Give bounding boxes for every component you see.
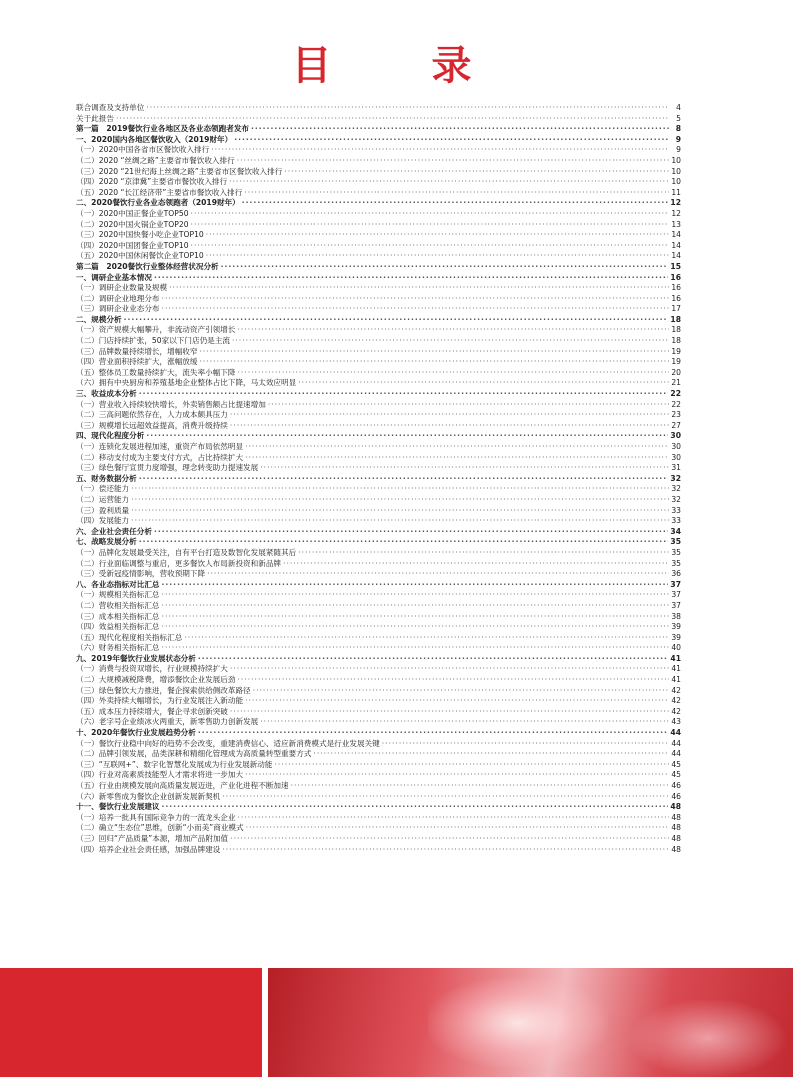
toc-page-number: 42 bbox=[671, 685, 681, 695]
toc-page-number: 36 bbox=[671, 569, 681, 579]
toc-entry[interactable] bbox=[76, 590, 681, 601]
toc-entry[interactable] bbox=[76, 760, 681, 771]
toc-leader-dots bbox=[222, 845, 669, 856]
toc-leader-dots bbox=[162, 580, 669, 591]
toc-leader-dots bbox=[291, 781, 669, 792]
toc-entry-title: 联合调查及支持单位 bbox=[76, 103, 145, 112]
toc-page-number: 48 bbox=[671, 812, 681, 822]
toc-entry[interactable] bbox=[76, 177, 681, 188]
toc-page-number: 22 bbox=[670, 389, 681, 399]
toc-entry-title: 八、各业态指标对比汇总 bbox=[76, 579, 160, 589]
toc-entry[interactable] bbox=[76, 378, 681, 389]
toc-leader-dots bbox=[245, 770, 669, 781]
toc-entry[interactable] bbox=[76, 283, 681, 294]
toc-leader-dots bbox=[139, 537, 669, 548]
toc-entry[interactable] bbox=[76, 580, 681, 591]
toc-leader-dots bbox=[230, 707, 669, 718]
toc-entry[interactable] bbox=[76, 601, 681, 612]
toc-entry[interactable] bbox=[76, 516, 681, 527]
toc-leader-dots bbox=[206, 230, 669, 241]
toc-entry[interactable] bbox=[76, 484, 681, 495]
toc-entry[interactable] bbox=[76, 389, 681, 400]
toc-page-number: 46 bbox=[671, 781, 681, 790]
toc-entry-title: 一、2020国内各地区餐饮收入（2019财年） bbox=[76, 134, 233, 144]
toc-entry[interactable] bbox=[76, 135, 681, 146]
toc-page-number: 37 bbox=[671, 600, 681, 610]
toc-entry[interactable] bbox=[76, 421, 681, 432]
footer-red-block bbox=[0, 968, 262, 1077]
toc-leader-dots bbox=[242, 198, 669, 209]
toc-page-number: 19 bbox=[671, 346, 681, 356]
toc-page-number: 16 bbox=[671, 293, 681, 303]
toc-leader-dots bbox=[200, 357, 670, 368]
toc-page-number: 23 bbox=[671, 410, 681, 420]
toc-entry-title: （一）调研企业数量及规模 bbox=[76, 283, 168, 293]
toc-leader-dots bbox=[237, 813, 669, 824]
toc-page-number: 32 bbox=[670, 473, 681, 483]
toc-entry[interactable] bbox=[76, 209, 681, 220]
toc-leader-dots bbox=[162, 802, 669, 813]
toc-page-number: 41 bbox=[670, 653, 681, 663]
toc-page-number: 37 bbox=[671, 590, 681, 600]
toc-entry[interactable] bbox=[76, 707, 681, 718]
toc-page-number: 4 bbox=[676, 103, 681, 112]
toc-entry[interactable] bbox=[76, 643, 681, 654]
toc-entry-title: （四）效益相关指标汇总 bbox=[76, 622, 160, 632]
toc-entry-title: （四）培养企业社会责任感，加强品牌建设 bbox=[76, 844, 221, 854]
toc-leader-dots bbox=[191, 209, 669, 220]
toc-leader-dots bbox=[116, 114, 669, 125]
toc-entry-title: （四）发展能力 bbox=[76, 516, 130, 526]
toc-leader-dots bbox=[131, 516, 669, 527]
toc-entry-title: 第一篇 2019餐饮行业各地区及各业态领跑者发布 bbox=[76, 124, 250, 134]
toc-leader-dots bbox=[221, 262, 669, 273]
toc-entry[interactable] bbox=[76, 559, 681, 570]
toc-entry-title: （一）品牌化发展最受关注，自有平台打造及数智化发展紧随其后 bbox=[76, 547, 297, 557]
toc-leader-dots bbox=[382, 739, 669, 750]
toc-page-number: 35 bbox=[671, 547, 681, 557]
toc-leader-dots bbox=[283, 559, 669, 570]
toc-entry-title: （三）2020 “21世纪海上丝绸之路”主要省市区餐饮收入排行 bbox=[76, 166, 283, 176]
toc-page-number: 48 bbox=[670, 802, 681, 812]
toc-page-number: 15 bbox=[670, 261, 681, 271]
toc-entry[interactable] bbox=[76, 654, 681, 665]
toc-entry-title: （一）资产规模大幅攀升，非流动资产引领增长 bbox=[76, 325, 236, 335]
toc-leader-dots bbox=[198, 728, 669, 739]
toc-entry-title: （二）调研企业地理分布 bbox=[76, 293, 160, 303]
toc-entry-title: 三、收益成本分析 bbox=[76, 389, 137, 399]
toc-entry-title: 六、企业社会责任分析 bbox=[76, 526, 152, 536]
toc-entry-title: （二）门店持续扩张，50家以下门店仍是主流 bbox=[76, 336, 230, 346]
toc-leader-dots bbox=[124, 315, 669, 326]
toc-entry-title: （四）2020中国团餐企业TOP10 bbox=[76, 240, 189, 250]
toc-entry[interactable] bbox=[76, 156, 681, 167]
toc-leader-dots bbox=[154, 273, 668, 284]
toc-page-number: 14 bbox=[671, 240, 681, 250]
toc-leader-dots bbox=[253, 686, 669, 697]
toc-entry[interactable] bbox=[76, 347, 681, 358]
toc-entry-title: （二）品牌引领发展，品类深耕和精细化管理成为高质量转型重要方式 bbox=[76, 749, 312, 759]
toc-page-number: 9 bbox=[675, 134, 681, 144]
toc-page-number: 44 bbox=[671, 738, 681, 748]
toc-page-number: 48 bbox=[671, 833, 681, 843]
toc-entry-title: （五）成本压力持续增大，餐企寻求创新突破 bbox=[76, 706, 228, 716]
toc-entry-title: 四、现代化程度分析 bbox=[76, 431, 145, 441]
toc-page-number: 48 bbox=[671, 844, 681, 854]
toc-entry-title: （一）消费与投资双增长，行业规模持续扩大 bbox=[76, 664, 228, 674]
toc-page-number: 33 bbox=[671, 505, 681, 515]
toc-page-number: 32 bbox=[671, 484, 681, 494]
toc-entry[interactable] bbox=[76, 506, 681, 517]
toc-entry-title: （六）拥有中央厨房和养殖基地企业整体占比下降，马太效应明显 bbox=[76, 378, 297, 388]
decorative-footer-banner bbox=[0, 968, 793, 1077]
toc-leader-dots bbox=[260, 717, 669, 728]
toc-entry-title: 二、2020餐饮行业各业态领跑者（2019财年） bbox=[76, 198, 240, 208]
toc-page-number: 39 bbox=[671, 632, 681, 642]
toc-leader-dots bbox=[260, 463, 669, 474]
toc-page-number: 12 bbox=[671, 208, 681, 218]
toc-page-number: 45 bbox=[671, 759, 681, 769]
toc-entry[interactable] bbox=[76, 845, 681, 856]
toc-leader-dots bbox=[229, 177, 669, 188]
toc-leader-dots bbox=[191, 241, 669, 252]
toc-entry-title: （一）2020中国各省市区餐饮收入排行 bbox=[76, 145, 210, 155]
toc-entry[interactable] bbox=[76, 612, 681, 623]
toc-page-number: 19 bbox=[671, 357, 681, 367]
toc-page-number: 20 bbox=[671, 367, 681, 377]
toc-leader-dots bbox=[244, 188, 669, 199]
toc-leader-dots bbox=[169, 283, 669, 294]
toc-entry[interactable] bbox=[76, 431, 681, 442]
toc-leader-dots bbox=[298, 548, 669, 559]
toc-leader-dots bbox=[146, 431, 668, 442]
toc-leader-dots bbox=[237, 675, 669, 686]
toc-entry[interactable] bbox=[76, 167, 681, 178]
toc-entry-title: （三）回归“产品质量”本源，增加产品附加值 bbox=[76, 833, 229, 843]
toc-leader-dots bbox=[234, 135, 669, 146]
toc-entry[interactable] bbox=[76, 368, 681, 379]
page-title: 目 录 bbox=[291, 43, 502, 89]
toc-entry[interactable] bbox=[76, 410, 681, 421]
toc-entry-title: （五）2020中国休闲餐饮企业TOP10 bbox=[76, 251, 204, 261]
toc-leader-dots bbox=[207, 569, 669, 580]
toc-entry[interactable] bbox=[76, 749, 681, 760]
toc-leader-dots bbox=[162, 601, 669, 612]
toc-page-number: 17 bbox=[671, 304, 681, 314]
toc-page-number: 18 bbox=[671, 325, 681, 335]
toc-leader-dots bbox=[298, 378, 669, 389]
toc-leader-dots bbox=[191, 220, 669, 231]
toc-entry-title: （二）确立“生态位”思维，创新“小而美”商业模式 bbox=[76, 823, 244, 833]
toc-entry[interactable] bbox=[76, 103, 681, 114]
toc-entry-title: （一）规模相关指标汇总 bbox=[76, 590, 160, 600]
toc-leader-dots bbox=[162, 590, 669, 601]
toc-entry[interactable] bbox=[76, 823, 681, 834]
footer-photo-image bbox=[268, 968, 793, 1077]
toc-leader-dots bbox=[230, 834, 669, 845]
toc-page-number: 22 bbox=[671, 399, 681, 409]
toc-leader-dots bbox=[237, 156, 669, 167]
toc-leader-dots bbox=[139, 389, 669, 400]
toc-entry-title: （二）行业面临调整与重启，更多餐饮人布局新投资和新品牌 bbox=[76, 558, 282, 568]
toc-page-number: 39 bbox=[671, 622, 681, 632]
toc-page-number: 5 bbox=[676, 113, 681, 123]
toc-page-number: 18 bbox=[670, 314, 681, 324]
toc-entry[interactable] bbox=[76, 537, 681, 548]
toc-entry-title: 七、战略发展分析 bbox=[76, 537, 137, 547]
toc-entry-title: 关于此报告 bbox=[76, 113, 114, 123]
toc-page-number: 46 bbox=[671, 791, 681, 801]
toc-leader-dots bbox=[237, 325, 669, 336]
toc-entry-title: （六）新零售成为餐饮企业创新发展新契机 bbox=[76, 791, 221, 801]
toc-entry-title: （五）2020 “长江经济带”主要省市餐饮收入排行 bbox=[76, 187, 243, 197]
toc-entry-title: （二）运营能力 bbox=[76, 494, 130, 504]
toc-page-number: 9 bbox=[676, 145, 681, 155]
toc-page-number: 33 bbox=[671, 516, 681, 526]
toc-page-number: 14 bbox=[671, 251, 681, 261]
toc-page-number: 42 bbox=[671, 696, 681, 706]
toc-entry-title: 二、规模分析 bbox=[76, 314, 122, 324]
toc-entry[interactable] bbox=[76, 696, 681, 707]
toc-leader-dots bbox=[200, 347, 670, 358]
toc-page-number: 48 bbox=[671, 823, 681, 833]
toc-leader-dots bbox=[230, 421, 669, 432]
toc-entry-title: （六）财务相关指标汇总 bbox=[76, 643, 160, 653]
toc-entry[interactable] bbox=[76, 220, 681, 231]
toc-leader-dots bbox=[211, 145, 669, 156]
toc-leader-dots bbox=[246, 823, 669, 834]
toc-page-number: 40 bbox=[671, 643, 681, 653]
toc-entry[interactable] bbox=[76, 145, 681, 156]
toc-leader-dots bbox=[230, 410, 669, 421]
toc-leader-dots bbox=[222, 792, 669, 803]
toc-page-number: 41 bbox=[671, 675, 681, 685]
toc-leader-dots bbox=[251, 124, 669, 135]
toc-entry-title: （四）行业对高素质技能型人才需求将进一步加大 bbox=[76, 770, 244, 780]
toc-entry-title: （一）2020中国正餐企业TOP50 bbox=[76, 208, 189, 218]
toc-entry[interactable] bbox=[76, 188, 681, 199]
toc-page-number: 13 bbox=[671, 219, 681, 229]
toc-entry-title: （三）盈利质量 bbox=[76, 505, 130, 515]
toc-page-number: 10 bbox=[671, 166, 681, 176]
toc-leader-dots bbox=[131, 506, 669, 517]
toc-entry[interactable] bbox=[76, 739, 681, 750]
toc-entry[interactable] bbox=[76, 474, 681, 485]
toc-entry[interactable] bbox=[76, 548, 681, 559]
toc-entry-title: （四）外卖持续大幅增长，为行业发展注入新动能 bbox=[76, 696, 244, 706]
toc-page-number: 35 bbox=[670, 537, 681, 547]
toc-entry-title: 九、2019年餐饮行业发展状态分析 bbox=[76, 653, 196, 663]
toc-entry[interactable] bbox=[76, 527, 681, 538]
toc-entry-title: （五）行业由规模发展向高质量发展迈进，产业化进程不断加速 bbox=[76, 781, 289, 790]
toc-entry-title: 五、财务数据分析 bbox=[76, 473, 137, 483]
toc-page-number: 38 bbox=[671, 611, 681, 621]
toc-page-number: 12 bbox=[670, 198, 681, 208]
toc-entry[interactable] bbox=[76, 315, 681, 326]
toc-entry[interactable] bbox=[76, 495, 681, 506]
toc-entry[interactable] bbox=[76, 198, 681, 209]
toc-entry[interactable] bbox=[76, 569, 681, 580]
toc-entry[interactable] bbox=[76, 357, 681, 368]
toc-entry-title: （三）规模增长远超效益提高，消费升级持续 bbox=[76, 420, 228, 430]
toc-page-number: 10 bbox=[671, 177, 681, 187]
toc-entry[interactable] bbox=[76, 792, 681, 803]
toc-leader-dots bbox=[230, 664, 669, 675]
toc-entry-title: （三）受新冠疫情影响，营收预期下降 bbox=[76, 569, 206, 579]
toc-entry-title: （五）整体员工数量持续扩大，流失率小幅下降 bbox=[76, 367, 236, 377]
toc-entry-title: （三）“互联网+”、数字化智慧化发展成为行业发展新动能 bbox=[76, 759, 273, 769]
toc-entry[interactable] bbox=[76, 304, 681, 315]
toc-leader-dots bbox=[245, 442, 669, 453]
toc-leader-dots bbox=[274, 760, 669, 771]
toc-page-number: 8 bbox=[675, 124, 681, 134]
toc-entry[interactable] bbox=[76, 770, 681, 781]
toc-entry-title: （二）2020 “丝绸之路”主要省市餐饮收入排行 bbox=[76, 155, 235, 165]
toc-entry-title: （二）大规模减税降费，增添餐饮企业发展后劲 bbox=[76, 675, 236, 685]
toc-page-number: 30 bbox=[671, 452, 681, 462]
toc-leader-dots bbox=[245, 453, 669, 464]
toc-page-number: 32 bbox=[671, 494, 681, 504]
toc-entry-title: （一）偿还能力 bbox=[76, 484, 130, 494]
toc-entry-title: 一、调研企业基本情况 bbox=[76, 272, 152, 282]
toc-page-number: 41 bbox=[671, 664, 681, 674]
toc-page-number: 16 bbox=[670, 272, 681, 282]
toc-entry[interactable] bbox=[76, 251, 681, 262]
toc-entry[interactable] bbox=[76, 622, 681, 633]
toc-entry-title: （一）培养一批具有国际竞争力的一流龙头企业 bbox=[76, 812, 236, 822]
toc-entry[interactable] bbox=[76, 442, 681, 453]
toc-leader-dots bbox=[206, 251, 669, 262]
toc-entry[interactable] bbox=[76, 813, 681, 824]
toc-entry[interactable] bbox=[76, 463, 681, 474]
toc-leader-dots bbox=[184, 633, 669, 644]
toc-page-number: 35 bbox=[671, 558, 681, 568]
toc-leader-dots bbox=[162, 612, 669, 623]
toc-entry-title: （四）2020 “京津冀”主要省市餐饮收入排行 bbox=[76, 177, 228, 187]
toc-entry-title: （二）2020中国火锅企业TOP20 bbox=[76, 219, 189, 229]
toc-entry-title: 十一、餐饮行业发展建议 bbox=[76, 802, 160, 812]
toc-entry[interactable] bbox=[76, 686, 681, 697]
toc-page-number: 21 bbox=[671, 378, 681, 388]
toc-leader-dots bbox=[162, 294, 669, 305]
toc-page-number: 37 bbox=[670, 579, 681, 589]
table-of-contents bbox=[76, 103, 681, 855]
toc-entry[interactable] bbox=[76, 675, 681, 686]
toc-entry-title: （六）老字号企业绩冰火两重天，新零售助力创新发展 bbox=[76, 717, 259, 727]
toc-entry[interactable] bbox=[76, 273, 681, 284]
toc-leader-dots bbox=[162, 304, 669, 315]
toc-leader-dots bbox=[268, 400, 669, 411]
toc-entry-title: （三）品牌数量持续增长，增幅收窄 bbox=[76, 346, 198, 356]
toc-entry[interactable] bbox=[76, 230, 681, 241]
toc-leader-dots bbox=[237, 368, 669, 379]
toc-leader-dots bbox=[198, 654, 669, 665]
toc-entry[interactable] bbox=[76, 802, 681, 813]
toc-page-number: 27 bbox=[671, 420, 681, 430]
toc-page-number: 44 bbox=[671, 749, 681, 759]
toc-page-number: 34 bbox=[670, 526, 681, 536]
toc-entry-title: （五）现代化程度相关指标汇总 bbox=[76, 632, 183, 642]
toc-entry-title: （二）三高问题依然存在，人力成本颇具压力 bbox=[76, 410, 228, 420]
toc-leader-dots bbox=[139, 474, 669, 485]
toc-page-number: 14 bbox=[671, 230, 681, 240]
toc-leader-dots bbox=[162, 643, 669, 654]
toc-entry-title: （三）调研企业业态分布 bbox=[76, 304, 160, 314]
toc-entry[interactable] bbox=[76, 114, 681, 125]
toc-page-number: 30 bbox=[670, 431, 681, 441]
toc-page-number: 18 bbox=[671, 336, 681, 346]
toc-entry-title: （三）2020中国快餐小吃企业TOP10 bbox=[76, 230, 204, 240]
toc-leader-dots bbox=[154, 527, 668, 538]
toc-leader-dots bbox=[131, 484, 669, 495]
toc-entry[interactable] bbox=[76, 834, 681, 845]
toc-entry[interactable] bbox=[76, 262, 681, 273]
toc-entry-title: （三）绿色餐饮大力推进，餐企探索供给侧改革路径 bbox=[76, 685, 251, 695]
toc-entry[interactable] bbox=[76, 453, 681, 464]
toc-page-number: 43 bbox=[671, 717, 681, 727]
toc-entry[interactable] bbox=[76, 294, 681, 305]
toc-leader-dots bbox=[232, 336, 669, 347]
toc-entry-title: （一）餐饮行业稳中向好的趋势不会改变，重建消费信心、适应新消费模式是行业发展关键 bbox=[76, 738, 380, 748]
toc-page-number: 11 bbox=[671, 187, 681, 197]
toc-entry-title: （二）营收相关指标汇总 bbox=[76, 600, 160, 610]
toc-entry[interactable] bbox=[76, 664, 681, 675]
toc-leader-dots bbox=[313, 749, 669, 760]
toc-entry-title: （三）绿色餐厅宣贯力度增强，理念转变助力提速发展 bbox=[76, 463, 259, 473]
toc-entry[interactable] bbox=[76, 781, 681, 792]
toc-entry-title: 第二篇 2020餐饮行业整体经营状况分析 bbox=[76, 261, 219, 271]
toc-entry-title: （二）移动支付成为主要支付方式，占比持续扩大 bbox=[76, 452, 244, 462]
toc-page-number: 16 bbox=[671, 283, 681, 293]
toc-entry-title: （四）营业面积持续扩大，涨幅放缓 bbox=[76, 357, 198, 367]
toc-leader-dots bbox=[162, 622, 669, 633]
toc-entry-title: （一）连锁化发展进程加速，重资产布局依然明显 bbox=[76, 442, 244, 451]
toc-page-number: 44 bbox=[670, 728, 681, 738]
toc-leader-dots bbox=[284, 167, 669, 178]
toc-page-number: 45 bbox=[671, 770, 681, 780]
toc-entry[interactable] bbox=[76, 400, 681, 411]
toc-leader-dots bbox=[131, 495, 669, 506]
toc-entry[interactable] bbox=[76, 325, 681, 336]
toc-leader-dots bbox=[146, 103, 669, 114]
toc-entry[interactable] bbox=[76, 633, 681, 644]
toc-entry[interactable] bbox=[76, 717, 681, 728]
toc-entry[interactable] bbox=[76, 728, 681, 739]
toc-entry[interactable] bbox=[76, 336, 681, 347]
toc-entry-title: 十、2020年餐饮行业发展趋势分析 bbox=[76, 728, 196, 738]
toc-page-number: 42 bbox=[671, 706, 681, 716]
toc-page-number: 10 bbox=[671, 155, 681, 165]
toc-entry-title: （三）成本相关指标汇总 bbox=[76, 611, 160, 621]
toc-entry[interactable] bbox=[76, 124, 681, 135]
toc-page-number: 30 bbox=[671, 442, 681, 451]
toc-page-number: 31 bbox=[671, 463, 681, 473]
toc-leader-dots bbox=[245, 696, 669, 707]
toc-entry[interactable] bbox=[76, 241, 681, 252]
toc-entry-title: （一）营业收入持续较快增长，外卖销售额占比提速增加 bbox=[76, 399, 266, 409]
